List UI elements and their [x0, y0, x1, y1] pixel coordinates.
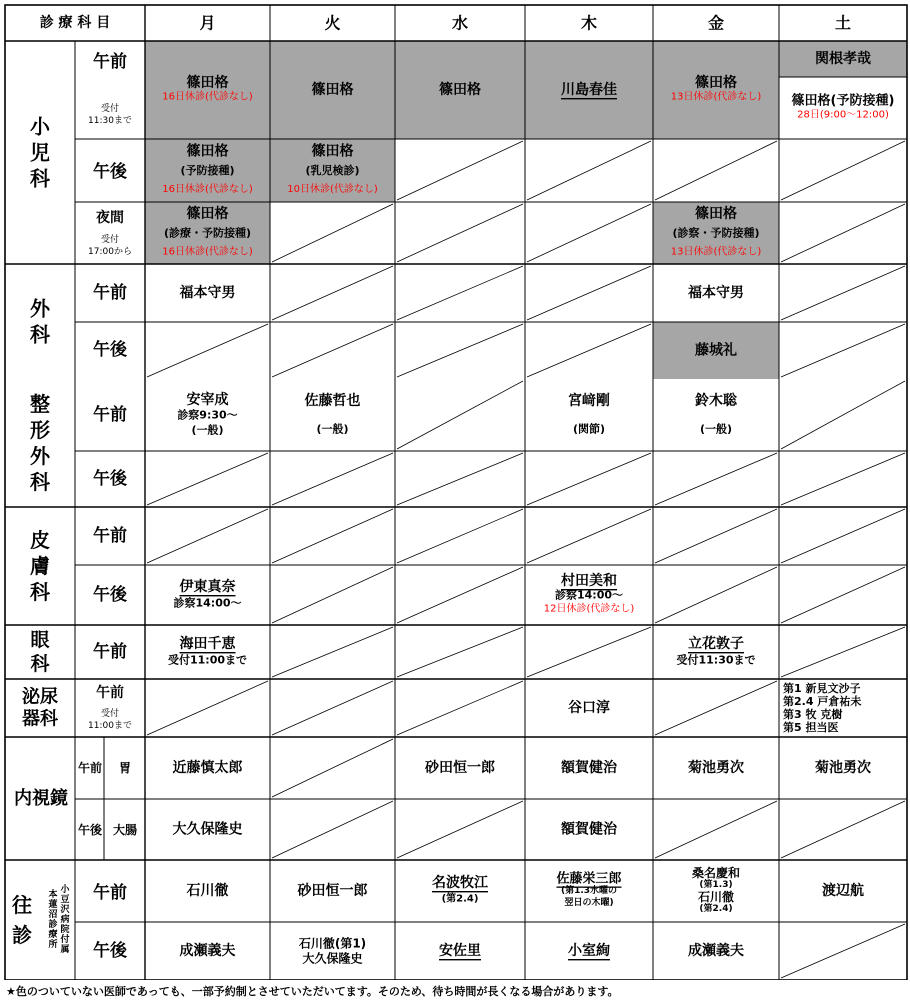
reception-note: 11:00まで [88, 721, 132, 731]
footer-note: ★色のついていない医師であっても、一部予約制とさせていただいてます。そのため、待ち時間が長くなる場合があります。 [6, 985, 619, 998]
table-border [5, 5, 907, 980]
doctor-name: 谷口淳 [568, 700, 610, 716]
department-label-orthopedics: 外 [30, 444, 50, 468]
doctor-name: 藤城礼 [695, 342, 737, 359]
period-pm: 午後 [93, 469, 127, 489]
cell-note: 翌日の木曜) [564, 898, 614, 908]
closure-note: 13日休診(代診なし) [670, 246, 762, 258]
empty-slot-diagonal [272, 681, 393, 735]
doctor-name: 渡辺航 [822, 883, 864, 899]
homecare-affiliation: 診 [48, 920, 58, 930]
doctor-name: 鈴木聡 [695, 393, 737, 409]
empty-slot-diagonal [781, 141, 905, 200]
doctor-name: 宮﨑剛 [568, 393, 610, 409]
empty-slot-diagonal [527, 141, 651, 200]
period-pm: 午後 [93, 941, 127, 961]
period-am: 午前 [93, 642, 127, 662]
doctor-name: 篠田格 [311, 82, 354, 98]
cell-note: (第1.3) [699, 880, 733, 890]
cell-note: 診察14:00～ [173, 596, 242, 610]
closure-note: 10日休診(代診なし) [287, 184, 378, 195]
period-am: 午前 [93, 405, 127, 425]
doctor-name: 篠田格 [695, 206, 737, 222]
homecare-affiliation: 豆 [60, 895, 70, 905]
empty-slot-diagonal [147, 509, 268, 563]
empty-slot-diagonal [527, 266, 651, 320]
doctor-name: 篠田格 [186, 75, 229, 91]
cell-note: (診察・予防接種) [672, 226, 760, 240]
endoscopy-kind: 大腸 [112, 823, 138, 837]
doctor-name: 佐藤哲也 [304, 393, 361, 409]
department-label-ophthalmology: 眼 [30, 629, 50, 651]
cell-note: 受付11:30まで [676, 653, 756, 667]
department-label-pediatrics: 科 [30, 166, 50, 191]
empty-slot-diagonal [272, 453, 393, 505]
empty-slot-diagonal [272, 324, 393, 377]
header-day-tue: 火 [324, 13, 341, 33]
empty-slot-diagonal [527, 324, 651, 377]
cell-note: 診察14:00～ [554, 588, 624, 602]
doctor-name: 川島春佳 [561, 82, 617, 98]
period-night: 夜間 [96, 210, 124, 226]
homecare-affiliation: 療 [48, 930, 58, 940]
period-pm: 午後 [93, 162, 127, 182]
doctor-name: 篠田格 [695, 75, 737, 91]
empty-slot-diagonal [655, 681, 777, 735]
empty-slot-diagonal [655, 567, 777, 623]
department-label-surgery: 外 [30, 296, 50, 321]
doctor-name: 砂田恒一郎 [425, 760, 495, 776]
doctor-name: 石川徹 [186, 883, 229, 899]
doctor-name: 第1 新見文沙子 [783, 682, 861, 695]
homecare-affiliation: 付 [60, 935, 70, 945]
doctor-name: 額賀健治 [561, 821, 617, 838]
reception-note: 受付 [100, 104, 120, 114]
doctor-name: 砂田恒一郎 [297, 883, 368, 899]
cell-note: 大久保隆史 [302, 951, 363, 966]
department-label-homecare: 診 [12, 923, 32, 947]
empty-slot-diagonal [397, 204, 523, 262]
empty-slot-diagonal [655, 141, 777, 200]
empty-slot-diagonal [781, 924, 905, 978]
closure-note: 16日休診(代診なし) [162, 184, 253, 195]
doctor-name: 安佐里 [439, 943, 481, 959]
endoscopy-kind: 胃 [118, 761, 132, 775]
period-am: 午前 [93, 883, 127, 903]
period-am: 午前 [93, 283, 127, 303]
empty-slot-diagonal [147, 453, 268, 505]
cell-note: (関節) [572, 422, 606, 436]
empty-slot-diagonal [397, 509, 523, 563]
doctor-name: 安宰成 [186, 392, 229, 408]
empty-slot-diagonal [527, 204, 651, 262]
empty-slot-diagonal [655, 453, 777, 505]
empty-slot-diagonal [397, 324, 523, 377]
cell-note: (診療・予防接種) [163, 226, 252, 240]
empty-slot-diagonal [781, 453, 905, 505]
homecare-affiliation: 沼 [48, 910, 58, 920]
empty-slot-diagonal [272, 739, 393, 797]
doctor-name: 海田千恵 [179, 636, 236, 652]
doctor-name: 伊東真奈 [179, 579, 236, 595]
homecare-affiliation: 属 [60, 945, 70, 955]
empty-slot-diagonal [781, 266, 905, 320]
department-label-orthopedics: 整 [30, 392, 50, 416]
doctor-name: 篠田格 [186, 206, 229, 222]
department-label-endoscopy: 内視鏡 [14, 788, 68, 809]
empty-slot-diagonal [781, 204, 905, 262]
doctor-name: 菊池勇次 [688, 760, 744, 776]
closure-note: 16日休診(代診なし) [162, 91, 253, 103]
empty-slot-diagonal [147, 324, 268, 377]
empty-slot-diagonal [781, 324, 905, 377]
reception-note: 受付 [100, 709, 120, 719]
cell-note: (第1.3水曜の [560, 886, 618, 896]
reception-note: 11:30まで [88, 116, 132, 126]
empty-slot-diagonal [527, 627, 651, 677]
doctor-name: 関根孝哉 [815, 51, 871, 67]
homecare-affiliation: 所 [48, 940, 58, 950]
doctor-name: 小室絢 [568, 943, 610, 959]
doctor-name: 大久保隆史 [172, 821, 243, 838]
empty-slot-diagonal [397, 453, 523, 505]
empty-slot-diagonal [781, 627, 905, 677]
cell-note: 第3 牧 克樹 [783, 708, 843, 721]
period-am: 午前 [93, 52, 127, 72]
header-day-thu: 木 [580, 13, 598, 33]
doctor-name: 成瀬義夫 [688, 943, 744, 959]
homecare-affiliation: 小 [60, 885, 70, 895]
doctor-name: 篠田格 [439, 82, 481, 98]
cell-note: 第5 担当医 [783, 721, 839, 734]
doctor-name: 村田美和 [561, 573, 617, 589]
department-label-ophthalmology: 科 [30, 653, 50, 675]
reception-note: 17:00から [88, 247, 132, 257]
doctor-name: 佐藤栄三郎 [556, 871, 622, 887]
department-label-pediatrics: 児 [30, 140, 50, 165]
doctor-name: 立花敦子 [688, 636, 744, 652]
period-pm: 午後 [93, 585, 127, 605]
homecare-affiliation: 病 [60, 915, 70, 925]
department-label-pediatrics: 小 [30, 114, 50, 139]
homecare-affiliation: 院 [60, 925, 70, 935]
doctor-name: 名波牧江 [432, 875, 488, 891]
period-pm: 午後 [93, 340, 127, 360]
schedule-table [4, 4, 908, 980]
empty-slot-diagonal [397, 381, 523, 449]
doctor-name: 石川徹(第1) [298, 936, 367, 951]
empty-slot-diagonal [781, 801, 905, 858]
empty-slot-diagonal [272, 627, 393, 677]
empty-slot-diagonal [655, 801, 777, 858]
department-label-orthopedics: 科 [30, 470, 50, 494]
doctor-name: 篠田格 [186, 143, 229, 160]
doctor-name: 額賀健治 [561, 760, 617, 776]
cell-note: 診察9:30～ [177, 408, 238, 422]
header-day-mon: 月 [199, 13, 216, 33]
period-am: 午前 [93, 526, 127, 546]
header-day-fri: 金 [707, 13, 725, 33]
department-label-dermatology: 皮 [30, 528, 50, 552]
header-day-wed: 水 [451, 13, 469, 33]
doctor-name: 近藤慎太郎 [172, 760, 243, 776]
empty-slot-diagonal [527, 453, 651, 505]
empty-slot-diagonal [147, 681, 268, 735]
doctor-name: 福本守男 [179, 285, 236, 301]
empty-slot-diagonal [781, 381, 905, 449]
period-am: 午前 [96, 685, 124, 701]
doctor-name: 篠田格(予防接種) [791, 93, 895, 109]
empty-slot-diagonal [272, 801, 393, 858]
empty-slot-diagonal [527, 509, 651, 563]
period-pm: 午後 [77, 823, 103, 837]
homecare-affiliation: 沢 [60, 905, 70, 915]
closure-note: 12日休診(代診なし) [543, 603, 635, 615]
cell-note: (予防接種) [180, 164, 235, 177]
doctor-name: 福本守男 [688, 285, 744, 301]
department-label-dermatology: 科 [30, 580, 50, 604]
empty-slot-diagonal [655, 509, 777, 563]
header-corner: 診 療 科 目 [39, 15, 111, 31]
closure-note: 28日(9:00～12:00) [797, 109, 889, 121]
homecare-affiliation: 蓮 [48, 900, 58, 910]
empty-slot-diagonal [397, 567, 523, 623]
empty-slot-diagonal [272, 567, 393, 623]
cell-note: 第2.4 戸倉祐未 [783, 695, 862, 708]
empty-slot-diagonal [781, 509, 905, 563]
homecare-affiliation: 本 [48, 890, 58, 900]
doctor-name: 桑名慶和 [691, 866, 741, 880]
department-label-surgery: 科 [30, 322, 50, 347]
empty-slot-diagonal [397, 801, 523, 858]
empty-slot-diagonal [272, 204, 393, 262]
empty-slot-diagonal [397, 141, 523, 200]
cell-note: (乳児検診) [305, 164, 360, 177]
period-am: 午前 [77, 761, 103, 775]
department-label-urology: 器科 [22, 708, 58, 730]
empty-slot-diagonal [397, 681, 523, 735]
header-day-sat: 土 [834, 13, 852, 33]
empty-slot-diagonal [272, 266, 393, 320]
cell-note: 石川徹 [697, 890, 735, 904]
department-label-dermatology: 膚 [30, 554, 50, 578]
department-label-orthopedics: 形 [30, 418, 50, 442]
cell-note: (一般) [191, 423, 224, 437]
cell-note: 受付11:00まで [167, 653, 248, 667]
empty-slot-diagonal [272, 509, 393, 563]
closure-note: 16日休診(代診なし) [162, 246, 253, 258]
closure-note: 13日休診(代診なし) [670, 91, 762, 103]
department-label-homecare: 往 [12, 893, 32, 917]
cell-note: (一般) [699, 422, 733, 436]
cell-note: (第2.4) [441, 893, 479, 905]
cell-note: (第2.4) [699, 904, 733, 914]
department-label-urology: 泌尿 [22, 686, 58, 708]
doctor-name: 篠田格 [311, 143, 354, 160]
doctor-name: 成瀬義夫 [179, 943, 236, 959]
empty-slot-diagonal [781, 567, 905, 623]
empty-slot-diagonal [397, 266, 523, 320]
reception-note: 受付 [100, 235, 120, 245]
empty-slot-diagonal [397, 627, 523, 677]
doctor-name: 菊池勇次 [815, 760, 871, 776]
cell-note: (一般) [316, 422, 349, 436]
